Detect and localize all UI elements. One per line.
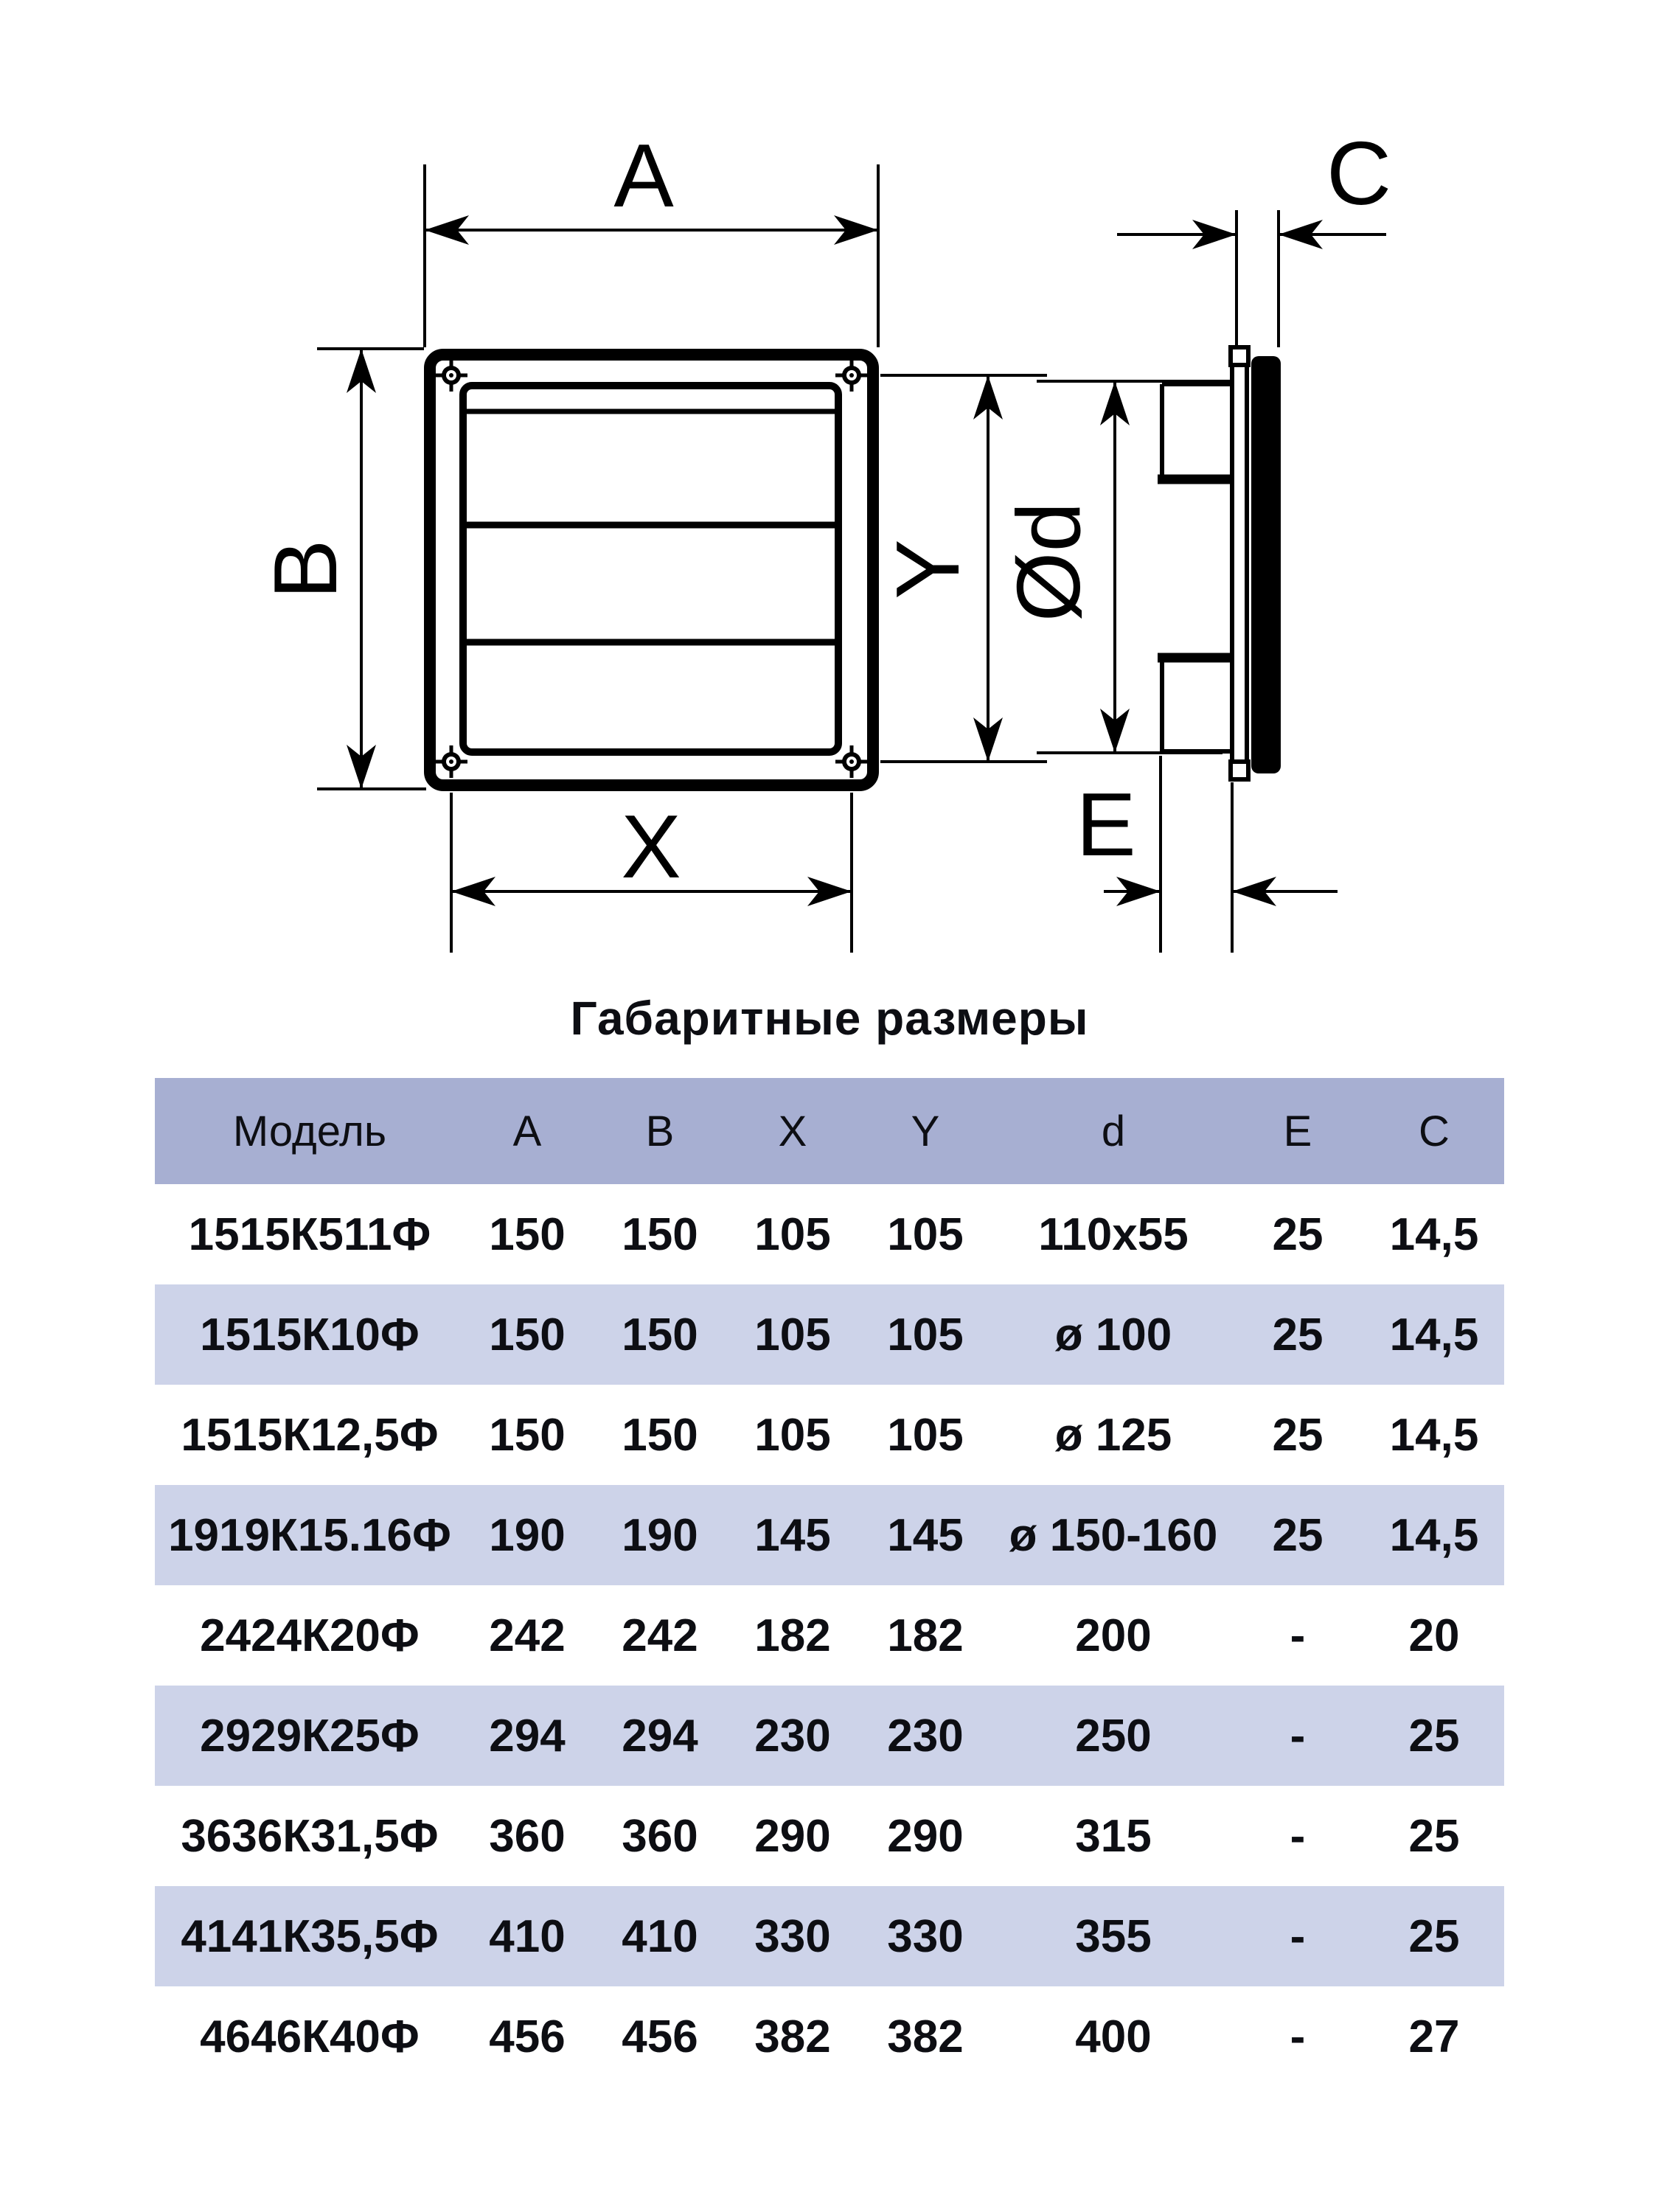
dimension-e — [1076, 756, 1338, 953]
table-cell: 1919К15.16Ф — [168, 1509, 451, 1561]
table-cell: 25 — [1272, 1509, 1324, 1561]
table-cell: 110x55 — [1038, 1208, 1189, 1260]
table-cell: - — [1290, 1810, 1306, 1862]
table-row — [155, 1786, 1504, 1886]
table-cell: 145 — [887, 1509, 964, 1561]
table-row — [155, 1184, 1504, 1284]
table-cell: 410 — [622, 1910, 698, 1962]
screw-icon — [835, 745, 868, 778]
plate-bottom-lip — [1231, 762, 1248, 779]
table-cell: 14,5 — [1389, 1409, 1479, 1461]
table-cell: 294 — [489, 1710, 566, 1761]
table-body — [155, 1184, 1504, 2087]
table-cell: 290 — [887, 1810, 964, 1862]
table-cell: 360 — [622, 1810, 698, 1862]
front-view — [430, 355, 873, 785]
header-row — [155, 1078, 1504, 1184]
dimension-a — [425, 125, 878, 347]
table-cell: 25 — [1272, 1309, 1324, 1360]
table-cell: 360 — [489, 1810, 566, 1862]
table-cell: 25 — [1408, 1710, 1460, 1761]
table-cell: 150 — [489, 1309, 566, 1360]
table-cell: 4646К40Ф — [200, 2011, 420, 2062]
table-row — [155, 1986, 1504, 2087]
table-row — [155, 1585, 1504, 1686]
table-cell: 25 — [1408, 1810, 1460, 1862]
table-cell: - — [1290, 2011, 1306, 2062]
dim-label-a: A — [613, 125, 674, 226]
grille-louver-panel — [463, 386, 838, 752]
table-cell: 20 — [1408, 1610, 1460, 1661]
dimension-b — [255, 349, 426, 789]
table-cell: 315 — [1075, 1810, 1152, 1862]
header-cell: E — [1231, 1078, 1364, 1184]
table-cell: 382 — [887, 2011, 964, 2062]
section-title: Габаритные размеры — [570, 992, 1089, 1045]
table-row — [155, 1284, 1504, 1385]
table-cell: 290 — [754, 1810, 831, 1862]
header-cell: C — [1364, 1078, 1504, 1184]
header-cell: Модель — [155, 1078, 465, 1184]
header-cell: Y — [855, 1078, 995, 1184]
side-view — [1158, 347, 1281, 779]
table-cell: 25 — [1408, 1910, 1460, 1962]
table-cell: 4141К35,5Ф — [181, 1910, 439, 1962]
table-cell: 410 — [489, 1910, 566, 1962]
table-cell: 456 — [622, 2011, 698, 2062]
plate-front-face — [1232, 349, 1247, 779]
dim-label-e: E — [1076, 774, 1136, 874]
table-cell: 150 — [622, 1309, 698, 1360]
table-cell: 25 — [1272, 1208, 1324, 1260]
table-cell: 1515К12,5Ф — [181, 1409, 439, 1461]
table-cell: 242 — [489, 1610, 566, 1661]
header-cell: B — [590, 1078, 730, 1184]
table-cell: 150 — [489, 1409, 566, 1461]
table-cell: - — [1290, 1710, 1306, 1761]
table-cell: 190 — [622, 1509, 698, 1561]
table-cell: 382 — [754, 2011, 831, 2062]
table-cell: ø 150-160 — [1009, 1509, 1218, 1561]
table-cell: 1515К10Ф — [200, 1309, 420, 1360]
table-cell: 330 — [754, 1910, 831, 1962]
table-cell: ø 125 — [1054, 1409, 1172, 1461]
dimensional-drawing — [0, 0, 1659, 966]
table-cell: 242 — [622, 1610, 698, 1661]
table-cell: 25 — [1272, 1409, 1324, 1461]
table-cell: 182 — [754, 1610, 831, 1661]
table-cell: 294 — [622, 1710, 698, 1761]
table-cell: 14,5 — [1389, 1509, 1479, 1561]
table-row — [155, 1686, 1504, 1786]
dimension-diameter — [998, 381, 1230, 753]
table-cell: 150 — [622, 1208, 698, 1260]
table-cell: 145 — [754, 1509, 831, 1561]
table-header — [155, 1078, 1504, 1184]
grille-outer-frame — [430, 355, 873, 785]
table-cell: 3636К31,5Ф — [181, 1810, 439, 1862]
dimension-x — [451, 793, 852, 953]
table-cell: 14,5 — [1389, 1208, 1479, 1260]
table-cell: 250 — [1075, 1710, 1152, 1761]
table-row — [155, 1385, 1504, 1485]
table-cell: 105 — [887, 1309, 964, 1360]
table-cell: 330 — [887, 1910, 964, 1962]
table-cell: 105 — [754, 1309, 831, 1360]
table-cell: 230 — [887, 1710, 964, 1761]
table-cell: 200 — [1075, 1610, 1152, 1661]
plate-body — [1251, 356, 1281, 773]
table-cell: 400 — [1075, 2011, 1152, 2062]
table-cell: 2424К20Ф — [200, 1610, 420, 1661]
table-cell: 105 — [887, 1208, 964, 1260]
table-cell: 105 — [887, 1409, 964, 1461]
table-cell: 150 — [489, 1208, 566, 1260]
header-cell: d — [995, 1078, 1231, 1184]
dimensions-table — [155, 1078, 1504, 2087]
dimension-c — [1117, 123, 1391, 347]
dim-label-x: X — [621, 796, 681, 897]
dim-label-b: B — [255, 539, 355, 599]
table-cell: 14,5 — [1389, 1309, 1479, 1360]
table-cell: 230 — [754, 1710, 831, 1761]
table-cell: 182 — [887, 1610, 964, 1661]
table-cell: - — [1290, 1910, 1306, 1962]
dim-label-y: Y — [877, 539, 978, 599]
table-cell: 105 — [754, 1208, 831, 1260]
dim-label-diameter: Ød — [998, 501, 1099, 622]
table-cell: 2929К25Ф — [200, 1710, 420, 1761]
table-cell: 190 — [489, 1509, 566, 1561]
table-cell: 1515К511Ф — [188, 1208, 431, 1260]
header-cell: A — [465, 1078, 590, 1184]
table-cell: 150 — [622, 1409, 698, 1461]
screw-icon — [835, 359, 868, 392]
table-cell: ø 100 — [1054, 1309, 1172, 1360]
plate-top-lip — [1231, 347, 1248, 365]
table-row — [155, 1485, 1504, 1585]
table-cell: 456 — [489, 2011, 566, 2062]
table-row — [155, 1886, 1504, 1986]
header-cell: X — [730, 1078, 855, 1184]
table-cell: 27 — [1408, 2011, 1460, 2062]
table-cell: 355 — [1075, 1910, 1152, 1962]
table-cell: - — [1290, 1610, 1306, 1661]
table-cell: 105 — [754, 1409, 831, 1461]
dim-label-c: C — [1326, 123, 1392, 223]
